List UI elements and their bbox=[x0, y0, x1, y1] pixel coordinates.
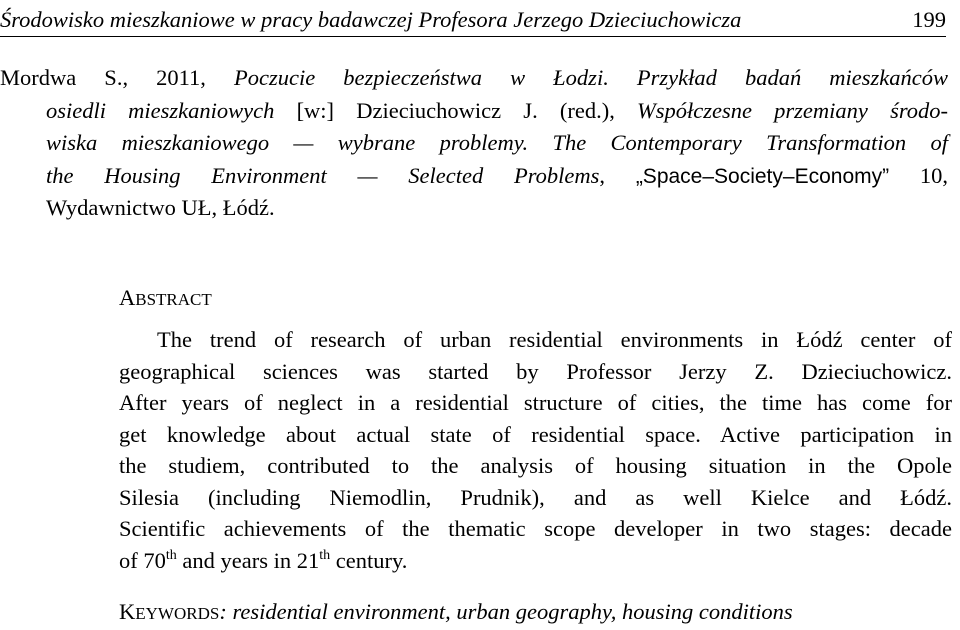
abstract-line: Silesia (including Niemodlin, Prudnik), and as well Kielce and Łódź. bbox=[119, 484, 952, 510]
keywords: KEYWORDS: residential environment, urban geography, housing conditions bbox=[119, 599, 793, 624]
reference-author: Mordwa S., 2011, bbox=[0, 65, 235, 90]
running-header-title: Środowisko mieszkaniowe w pracy badawczej Profesora Jerzego Dzieciuchowicza bbox=[0, 7, 742, 32]
abstract-line: Scientific achievements of the thematic scope developer in two stages: decade bbox=[119, 516, 952, 541]
reference-book-title-cont: wiska mieszkaniowego — wybrane problemy. The Contemporary Transformation of bbox=[46, 130, 948, 155]
reference-series: „Space–Society–Economy” bbox=[635, 164, 890, 188]
abstract-line: of 70th and years in 21th century. bbox=[119, 547, 408, 573]
reference-line bbox=[0, 160, 948, 193]
bibliography-entry bbox=[0, 62, 948, 225]
keywords-list: residential environment, urban geography, housing conditions bbox=[226, 599, 793, 624]
reference-article-title-cont: osiedli mieszkaniowych bbox=[46, 97, 275, 123]
page-number: 199 bbox=[912, 7, 946, 32]
reference-publisher: Wydawnictwo UŁ, Łódź. bbox=[46, 195, 275, 220]
abstract-body bbox=[119, 324, 952, 576]
reference-article-title: Poczucie bezpieczeństwa w Łodzi. Przykład badań mieszkańców bbox=[234, 65, 948, 90]
running-header bbox=[0, 4, 946, 37]
reference-book-title: Współczesne przemiany środo- bbox=[637, 97, 948, 123]
reference-line bbox=[0, 127, 948, 160]
reference-book-title-en: the Housing Environment — Selected Problems bbox=[46, 162, 600, 188]
abstract-line: The trend of research of urban residential environments in Łódź center of bbox=[157, 327, 952, 352]
abstract-heading: ABSTRACT bbox=[119, 285, 212, 310]
abstract-line: geographical sciences was started by Professor Jerzy Z. Dzieciuchowicz. bbox=[119, 358, 952, 384]
reference-line bbox=[0, 192, 948, 225]
abstract-line: After years of neglect in a residential structure of cities, the time has come for bbox=[119, 390, 952, 415]
reference-line bbox=[0, 62, 948, 95]
abstract-line: get knowledge about actual state of residential space. Active participation in bbox=[119, 421, 952, 447]
reference-separator: , bbox=[599, 162, 636, 188]
keywords-label: K bbox=[119, 599, 136, 624]
reference-volume: 10, bbox=[889, 162, 949, 188]
abstract-line: the studiem, contributed to the analysis of housing situation in the Opole bbox=[119, 453, 952, 478]
reference-line bbox=[0, 95, 948, 128]
reference-editor: [w:] Dzieciuchowicz J. (red.), bbox=[274, 97, 638, 123]
